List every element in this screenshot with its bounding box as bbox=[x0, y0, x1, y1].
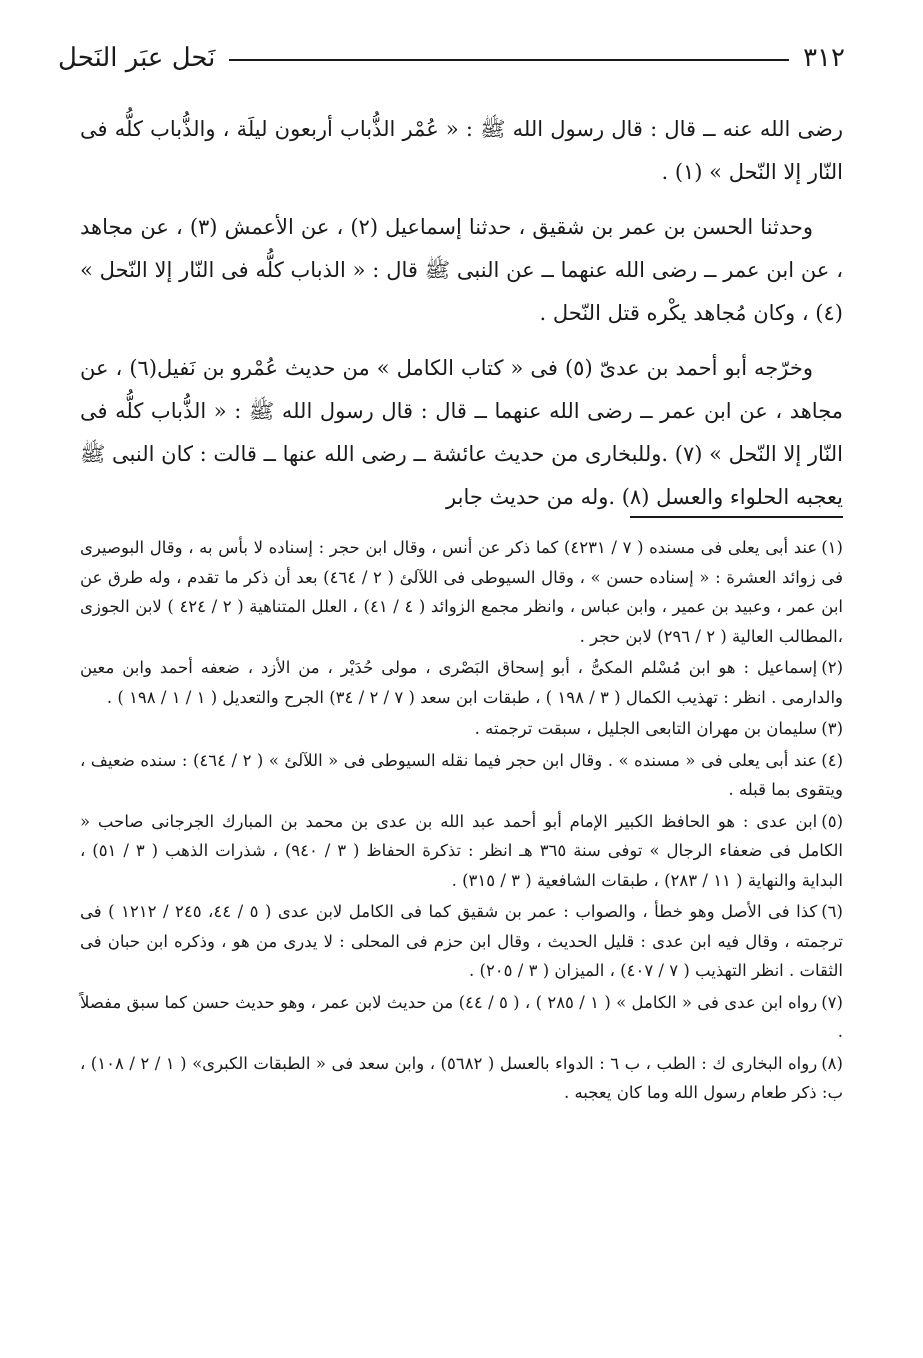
footnote bbox=[80, 714, 843, 744]
footnote-separator bbox=[630, 516, 843, 518]
footnote-number: (٥) bbox=[821, 811, 843, 831]
footnote-number: (٨) bbox=[821, 1053, 843, 1073]
footnote-number: (٣) bbox=[821, 719, 843, 738]
footnote bbox=[80, 653, 843, 712]
footnote bbox=[80, 746, 843, 805]
main-text bbox=[80, 108, 843, 531]
footnote-text: سليمان بن مهران التابعى الجليل ، سبقت ترجمته . bbox=[474, 719, 818, 738]
footnote-number: (٧) bbox=[821, 992, 843, 1012]
footnote-text: ابن عدى : هو الحافظ الكبير الإمام أبو أحمد عبد الله بن عدى بن محمد بن المبارك الجرجانى صاحب « الكامل فى ضعفاء الرجال » توفى سنة ٣٦٥ هـ انظر : تذكرة الحفاظ ( ٣ / ٩٤٠) ، شذرات الذهب ( ٣ / ٥١) ، البداية والنهاية ( ١١ / ٢٨٣) ، طبقات الشافعية ( ٣ / ٣١٥) . bbox=[80, 811, 843, 890]
paragraph: وخرّجه أبو أحمد بن عدىّ (٥) فى « كتاب الكامل » من حديث عُمْرو بن نَفيل(٦) ، عن مجاهد ، عن ابن عمر ــ رضى الله عنهما ــ قال : قال رسول الله ﷺ : « الذُّباب كلُّه فى النّار إلا النّحل » (٧) .وللبخارى من حديث عائشة ــ رضى الله عنها ــ قالت : كان النبى ﷺ يعجبه الحلواء والعسل (٨) .وله من حديث جابر bbox=[80, 356, 843, 509]
footnote-text: عند أبى يعلى فى « مسنده » . وقال ابن حجر فيما نقله السيوطى فى « اللآلئ » ( ٢ / ٤٦٤) : سنده ضعيف ، ويتقوى بما قبله . bbox=[80, 750, 843, 799]
running-title: نَحل عبَر النَحل bbox=[58, 43, 216, 73]
footnote-number: (٤) bbox=[821, 750, 844, 770]
header-rule bbox=[229, 59, 789, 61]
paragraph: رضى الله عنه ــ قال : قال رسول الله ﷺ : « عُمْر الذُّباب أربعون ليلَة ، والذُّباب كلُّه فى النّار إلا النّحل » (١) . bbox=[80, 117, 843, 184]
page-number: ٣١٢ bbox=[803, 43, 845, 73]
footnote-text: إسماعيل : هو ابن مُسْلم المكىُّ ، أبو إسحاق البَصْرى ، مولى حُدَيْر ، من الأزد ، ضعفه أحمد وابن معين والدارمى . انظر : تهذيب الكمال ( ٣ / ١٩٨ ) ، طبقات ابن سعد ( ٧ / ٢ / ٣٤) الجرح والتعديل ( ١ / ١ / ١٩٨ ) . bbox=[80, 658, 843, 707]
footnote-number: (١) bbox=[821, 538, 843, 557]
footnote-text: كذا فى الأصل وهو خطأ ، والصواب : عمر بن شقيق كما فى الكامل لابن عدى ( ٥ / ٤٤، ٢٤٥ / ١٢١٢ ) فى ترجمته ، وقال فيه ابن عدى : قليل الحديث ، وقال ابن حزم فى المحلى : لا يدرى من هو ، وذكره ابن حبان فى الثقات . انظر التهذيب ( ٧ / ٤٠٧) ، الميزان ( ٣ / ٢٠٥) . bbox=[80, 902, 843, 980]
paragraph: وحدثنا الحسن بن عمر بن شقيق ، حدثنا إسماعيل (٢) ، عن الأعمش (٣) ، عن مجاهد ، عن ابن عمر ــ رضى الله عنهما ــ عن النبى ﷺ قال : « الذباب كلُّه فى النّار إلا النّحل » (٤) ، وكان مُجاهد يكْره قتل النّحل . bbox=[80, 215, 843, 325]
footnote-text: رواه البخارى ك : الطب ، ب ٦ : الدواء بالعسل ( ٥٦٨٢) ، وابن سعد فى « الطبقات الكبرى» ( ١ / ٢ / ١٠٨) ، ب: ذكر طعام رسول الله وما كان يعجبه . bbox=[80, 1053, 843, 1102]
footnote bbox=[80, 988, 843, 1047]
footnote bbox=[80, 1049, 843, 1108]
footnote-text: عند أبى يعلى فى مسنده ( ٧ / ٤٢٣١) كما ذكر عن أنس ، وقال ابن حجر : إسناده لا بأس به ، وقال البوصيرى فى زوائد العشرة : « إسناده حسن » ، وقال السيوطى فى اللآلئ ( ٢ / ٤٦٤) بعد أن ذكر ما تقدم ، وله طرق عن ابن عمر ، وعبيد بن عمير ، وابن عباس ، وانظر مجمع الزوائد ( ٤ / ٤١) ، العلل المتناهية ( ٢ / ٤٢٤ ) لابن الجوزى ،المطالب العالية ( ٢ / ٢٩٦) لابن حجر . bbox=[80, 538, 844, 646]
footnotes bbox=[80, 533, 843, 1110]
page-header bbox=[58, 38, 845, 78]
footnote-text: رواه ابن عدى فى « الكامل » ( ١ / ٢٨٥ ) ، ( ٥ / ٤٤) من حديث لابن عمر ، وهو حديث حسن كما سبق مفصلاً . bbox=[80, 992, 843, 1041]
footnote-number: (٦) bbox=[821, 902, 843, 921]
footnote bbox=[80, 807, 843, 896]
footnote-number: (٢) bbox=[821, 658, 843, 677]
footnote bbox=[80, 533, 843, 651]
footnote bbox=[80, 897, 843, 986]
